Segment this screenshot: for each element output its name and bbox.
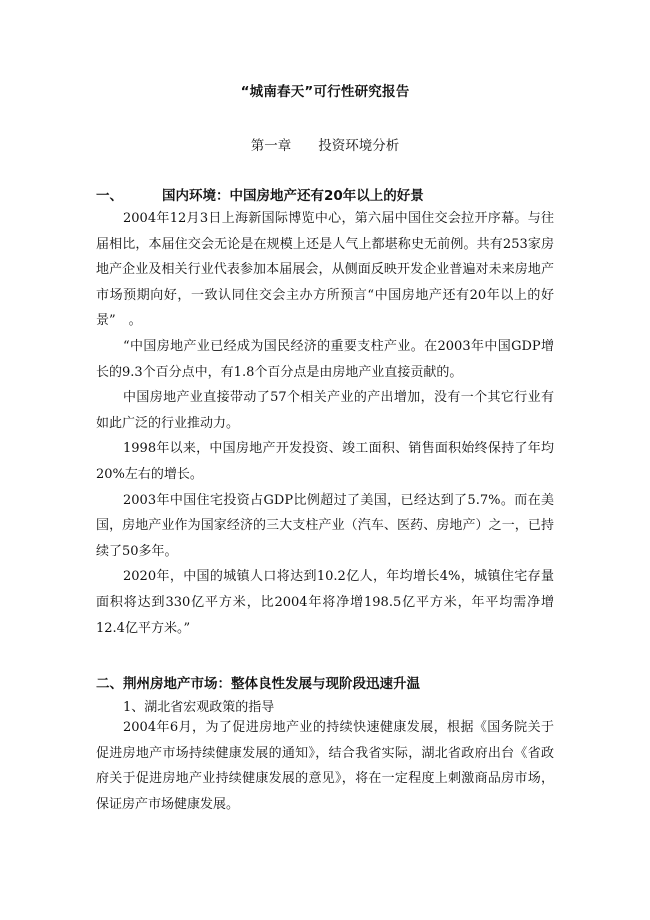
paragraph: 2020年，中国的城镇人口将达到10.2亿人，年均增长4%，城镇住宅存量面积将达到330亿平方米，比2004年将净增198.5亿平方米，年平均需净增12.4亿平方米。” [96,569,554,636]
paragraph: 2004年12月3日上海新国际博览中心，第六届中国住交会拉开序幕。与往届相比，本届住交会无论是在规模上还是人气上都堪称史无前例。共有253家房地产企业及相关行业代表参加本届展会，从侧面反映开发企业普遍对未来房地产市场预期向好，一致认同住交会主办方所预言“中国房地产还有20年以上的好景” 。 [96,211,554,329]
section-1-body [96,206,554,641]
chapter-heading: 第一章 投资环境分析 [250,138,400,154]
paragraph: 2003年中国住宅投资占GDP比例超过了美国，已经达到了5.7%。而在美国，房地产业作为国家经济的三大支柱产业（汽车、医药、房地产）之一，已持续了50多年。 [96,492,554,559]
section-2-subheading: 1、湖北省宏观政策的指导 [123,700,275,715]
section-2-body [96,715,554,817]
section-1-heading [96,184,576,204]
section-1-title: 国内环境：中国房地产还有20年以上的好景 [162,188,424,204]
paragraph: “中国房地产业已经成为国民经济的重要支柱产业。在2003年中国GDP增长的9.3个百分点中，有1.8个百分点是由房地产业直接贡献的。 [96,338,554,380]
paragraph: 中国房地产业直接带动了57个相关产业的产出增加，没有一个其它行业有如此广泛的行业推动力。 [96,390,554,431]
paragraph: 2004年6月，为了促进房地产业的持续快速健康发展，根据《国务院关于促进房地产市场持续健康发展的通知》，结合我省实际，湖北省政府出台《省政府关于促进房地产业持续健康发展的意见》，将在一定程度上刺激商品房市场，保证房产市场健康发展。 [96,720,554,812]
section-2-heading: 二、荆州房地产市场：整体良性发展与现阶段迅速升温 [96,676,420,692]
section-1-number: 一、 [96,188,123,204]
paragraph: 1998年以来，中国房地产开发投资、竣工面积、销售面积始终保持了年均20%左右的增长。 [96,441,554,482]
document-title: “城南春天”可行性研究报告 [240,84,410,100]
